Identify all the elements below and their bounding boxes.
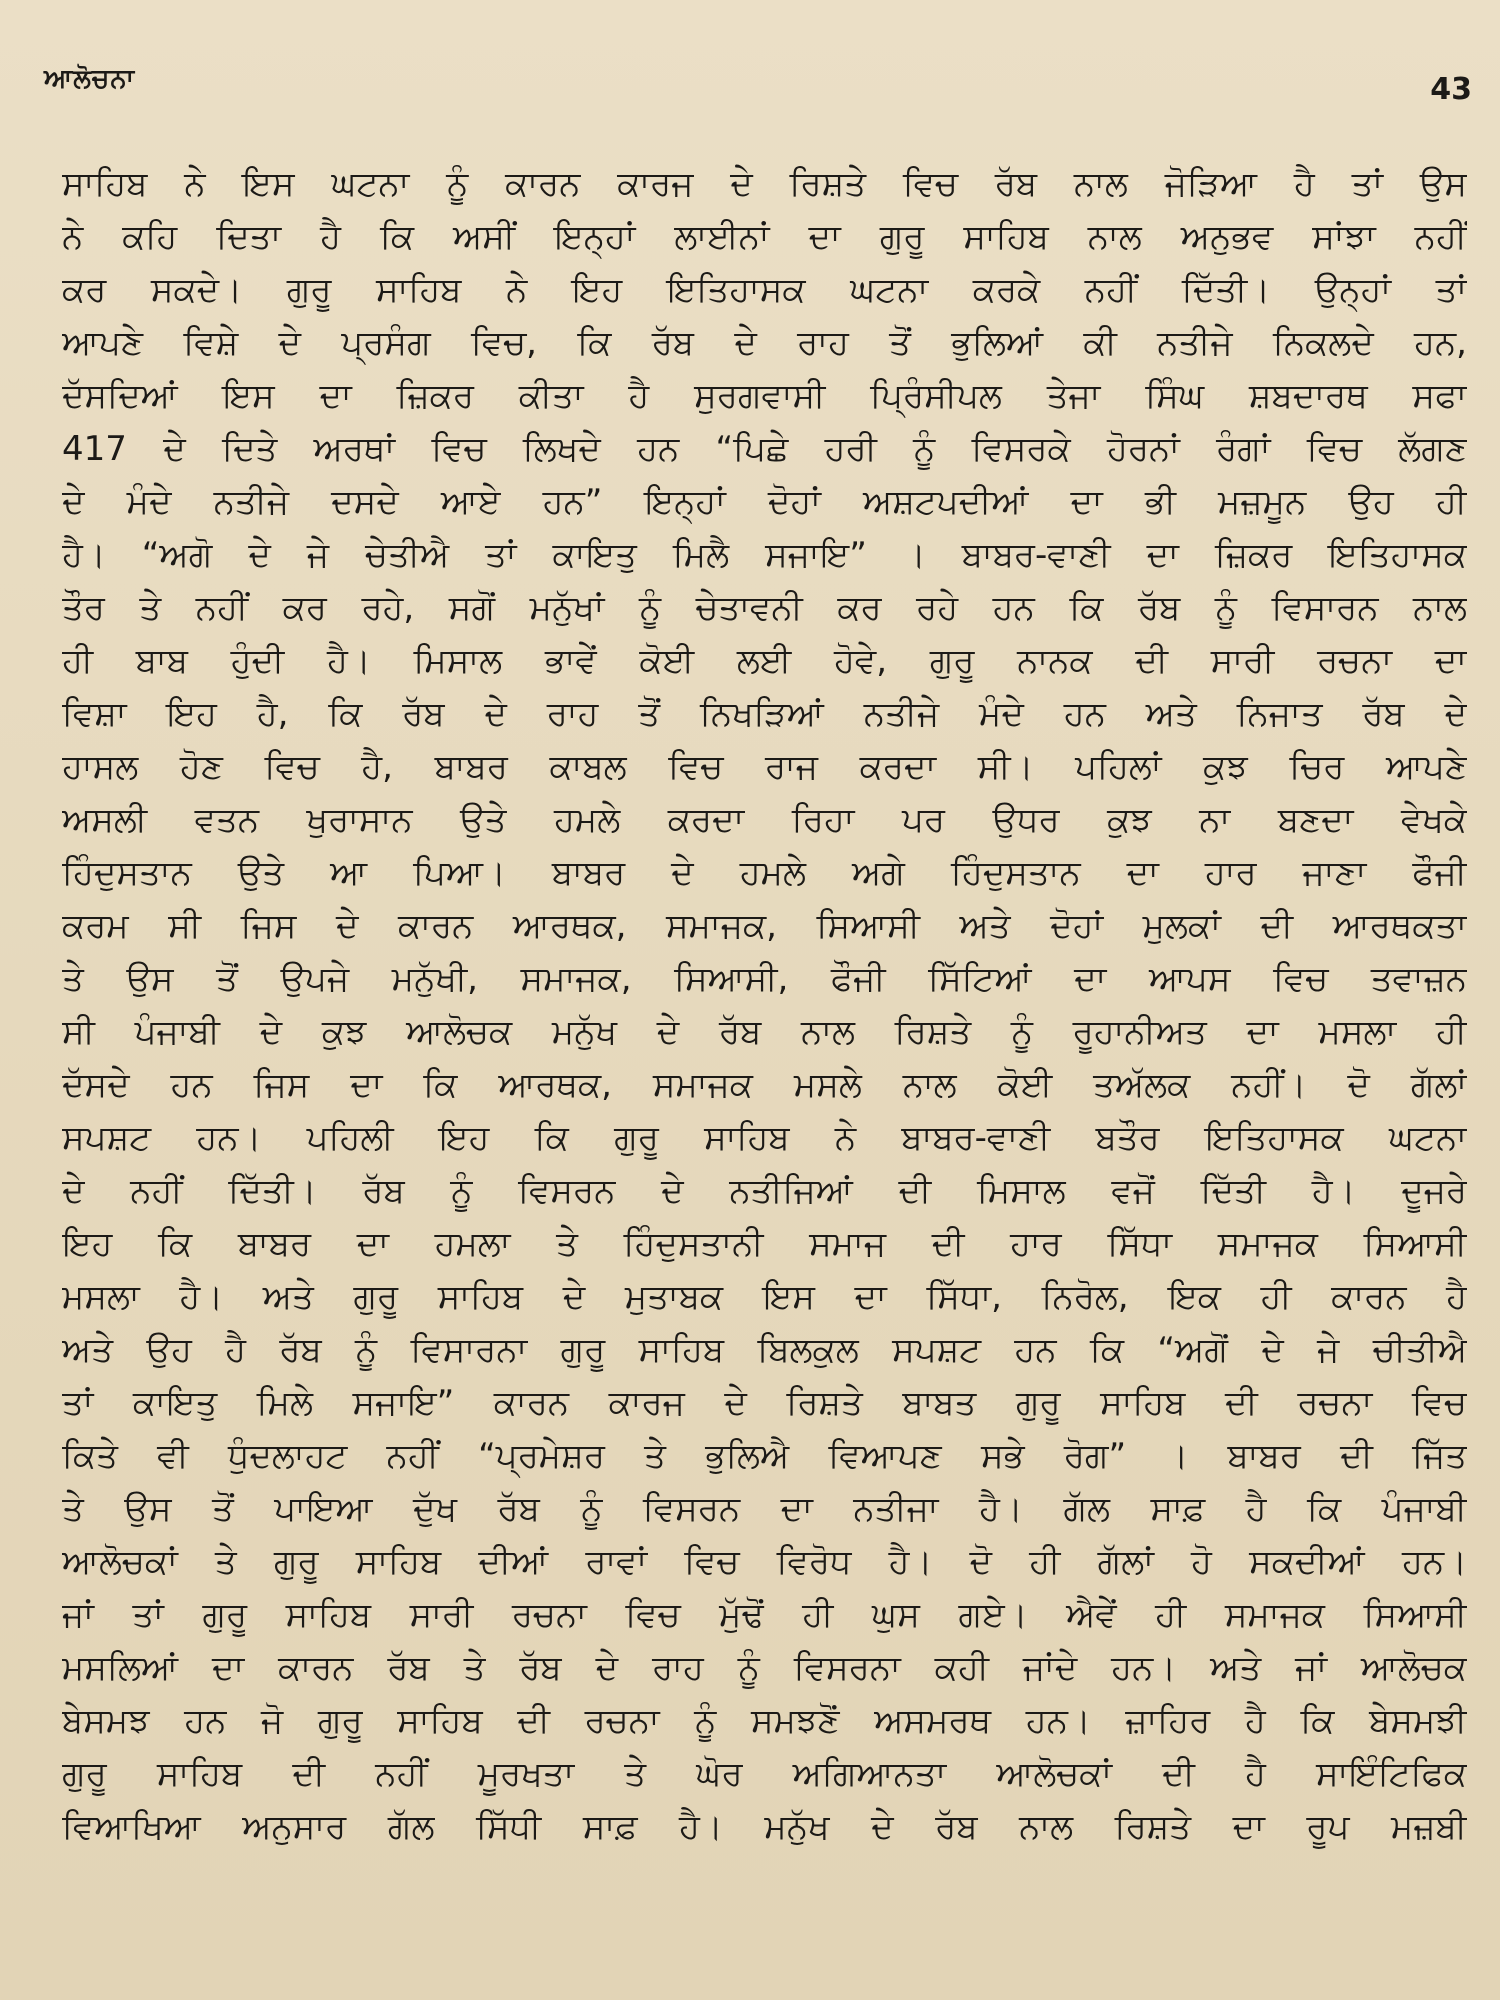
text-line: ਦੇ ਮੰਦੇ ਨਤੀਜੇ ਦਸਦੇ ਆਏ ਹਨ” ਇਨ੍ਹਾਂ ਦੋਹਾਂ ਅਸ਼ਟਪਦੀਆਂ ਦਾ ਭੀ ਮਜ਼ਮੂਨ ਉਹ ਹੀ: [62, 482, 1467, 522]
page-number: 43: [1430, 72, 1472, 107]
text-line: ਸਾਹਿਬ ਨੇ ਇਸ ਘਟਨਾ ਨੂੰ ਕਾਰਨ ਕਾਰਜ ਦੇ ਰਿਸ਼ਤੇ ਵਿਚ ਰੱਬ ਨਾਲ ਜੋੜਿਆ ਹੈ ਤਾਂ ਉਸ: [62, 164, 1467, 204]
text-line: ਦੱਸਦੇ ਹਨ ਜਿਸ ਦਾ ਕਿ ਆਰਥਕ, ਸਮਾਜਕ ਮਸਲੇ ਨਾਲ ਕੋਈ ਤਅੱਲਕ ਨਹੀਂ। ਦੋ ਗੱਲਾਂ: [62, 1065, 1467, 1105]
text-line: ਜਾਂ ਤਾਂ ਗੁਰੂ ਸਾਹਿਬ ਸਾਰੀ ਰਚਨਾ ਵਿਚ ਮੁੱਢੋਂ ਹੀ ਘੁਸ ਗਏ। ਐਵੇਂ ਹੀ ਸਮਾਜਕ ਸਿਆਸੀ: [62, 1595, 1467, 1635]
text-line: ਕਰ ਸਕਦੇ। ਗੁਰੂ ਸਾਹਿਬ ਨੇ ਇਹ ਇਤਿਹਾਸਕ ਘਟਨਾ ਕਰਕੇ ਨਹੀਂ ਦਿੱਤੀ। ਉਨ੍ਹਾਂ ਤਾਂ: [62, 270, 1467, 310]
text-line: ਦੇ ਨਹੀਂ ਦਿੱਤੀ। ਰੱਬ ਨੂੰ ਵਿਸਰਨ ਦੇ ਨਤੀਜਿਆਂ ਦੀ ਮਿਸਾਲ ਵਜੋਂ ਦਿੱਤੀ ਹੈ। ਦੂਜਰੇ: [62, 1171, 1467, 1211]
text-line: ਹੈ। “ਅਗੋ ਦੇ ਜੇ ਚੇਤੀਐ ਤਾਂ ਕਾਇਤੁ ਮਿਲੈ ਸਜਾਇ” । ਬਾਬਰ-ਵਾਣੀ ਦਾ ਜ਼ਿਕਰ ਇਤਿਹਾਸਕ: [62, 535, 1467, 575]
text-line: ਕਿਤੇ ਵੀ ਧੁੰਦਲਾਹਟ ਨਹੀਂ “ਪ੍ਰਮੇਸ਼ਰ ਤੇ ਭੁਲਿਐ ਵਿਆਪਣ ਸਭੇ ਰੋਗ” । ਬਾਬਰ ਦੀ ਜਿੱਤ: [62, 1436, 1467, 1476]
text-line: ਸੀ ਪੰਜਾਬੀ ਦੇ ਕੁਝ ਆਲੋਚਕ ਮਨੁੱਖ ਦੇ ਰੱਬ ਨਾਲ ਰਿਸ਼ਤੇ ਨੂੰ ਰੂਹਾਨੀਅਤ ਦਾ ਮਸਲਾ ਹੀ: [62, 1012, 1467, 1052]
text-line: ਆਲੋਚਕਾਂ ਤੇ ਗੁਰੂ ਸਾਹਿਬ ਦੀਆਂ ਰਾਵਾਂ ਵਿਚ ਵਿਰੋਧ ਹੈ। ਦੋ ਹੀ ਗੱਲਾਂ ਹੋ ਸਕਦੀਆਂ ਹਨ।: [62, 1542, 1467, 1582]
text-line: ਹਿੰਦੁਸਤਾਨ ਉਤੇ ਆ ਪਿਆ। ਬਾਬਰ ਦੇ ਹਮਲੇ ਅਗੇ ਹਿੰਦੁਸਤਾਨ ਦਾ ਹਾਰ ਜਾਣਾ ਫੌਜੀ: [62, 853, 1467, 893]
text-line: ਤੇ ਉਸ ਤੋਂ ਉਪਜੇ ਮਨੁੱਖੀ, ਸਮਾਜਕ, ਸਿਆਸੀ, ਫੌਜੀ ਸਿੱਟਿਆਂ ਦਾ ਆਪਸ ਵਿਚ ਤਵਾਜ਼ਨ: [62, 959, 1467, 999]
text-line: ਤਾਂ ਕਾਇਤੁ ਮਿਲੇ ਸਜਾਇ” ਕਾਰਨ ਕਾਰਜ ਦੇ ਰਿਸ਼ਤੇ ਬਾਬਤ ਗੁਰੂ ਸਾਹਿਬ ਦੀ ਰਚਨਾ ਵਿਚ: [62, 1383, 1467, 1423]
text-line: ਵਿਆਖਿਆ ਅਨੁਸਾਰ ਗੱਲ ਸਿੱਧੀ ਸਾਫ਼ ਹੈ। ਮਨੁੱਖ ਦੇ ਰੱਬ ਨਾਲ ਰਿਸ਼ਤੇ ਦਾ ਰੂਪ ਮਜ਼ਬੀ: [62, 1807, 1467, 1847]
text-line: ਸਪਸ਼ਟ ਹਨ। ਪਹਿਲੀ ਇਹ ਕਿ ਗੁਰੂ ਸਾਹਿਬ ਨੇ ਬਾਬਰ-ਵਾਣੀ ਬਤੌਰ ਇਤਿਹਾਸਕ ਘਟਨਾ: [62, 1118, 1467, 1158]
text-line: ਮਸਲਿਆਂ ਦਾ ਕਾਰਨ ਰੱਬ ਤੇ ਰੱਬ ਦੇ ਰਾਹ ਨੂੰ ਵਿਸਰਨਾ ਕਹੀ ਜਾਂਦੇ ਹਨ। ਅਤੇ ਜਾਂ ਆਲੋਚਕ: [62, 1648, 1467, 1688]
text-line: ਹੀ ਬਾਬ ਹੁੰਦੀ ਹੈ। ਮਿਸਾਲ ਭਾਵੇਂ ਕੋਈ ਲਈ ਹੋਵੇ, ਗੁਰੂ ਨਾਨਕ ਦੀ ਸਾਰੀ ਰਚਨਾ ਦਾ: [62, 641, 1467, 681]
text-line: ਅਤੇ ਉਹ ਹੈ ਰੱਬ ਨੂੰ ਵਿਸਾਰਨਾ ਗੁਰੂ ਸਾਹਿਬ ਬਿਲਕੁਲ ਸਪਸ਼ਟ ਹਨ ਕਿ “ਅਗੋਂ ਦੇ ਜੇ ਚੀਤੀਐ: [62, 1330, 1467, 1370]
text-line: ਵਿਸ਼ਾ ਇਹ ਹੈ, ਕਿ ਰੱਬ ਦੇ ਰਾਹ ਤੋਂ ਨਿਖੜਿਆਂ ਨਤੀਜੇ ਮੰਦੇ ਹਨ ਅਤੇ ਨਿਜਾਤ ਰੱਬ ਦੇ: [62, 694, 1467, 734]
text-line: ਹਾਸਲ ਹੋਣ ਵਿਚ ਹੈ, ਬਾਬਰ ਕਾਬਲ ਵਿਚ ਰਾਜ ਕਰਦਾ ਸੀ। ਪਹਿਲਾਂ ਕੁਝ ਚਿਰ ਆਪਣੇ: [62, 747, 1467, 787]
text-line: ਤੇ ਉਸ ਤੋਂ ਪਾਇਆ ਦੁੱਖ ਰੱਬ ਨੂੰ ਵਿਸਰਨ ਦਾ ਨਤੀਜਾ ਹੈ। ਗੱਲ ਸਾਫ਼ ਹੈ ਕਿ ਪੰਜਾਬੀ: [62, 1489, 1467, 1529]
text-line: ਇਹ ਕਿ ਬਾਬਰ ਦਾ ਹਮਲਾ ਤੇ ਹਿੰਦੁਸਤਾਨੀ ਸਮਾਜ ਦੀ ਹਾਰ ਸਿੱਧਾ ਸਮਾਜਕ ਸਿਆਸੀ: [62, 1224, 1467, 1264]
text-line: ਆਪਣੇ ਵਿਸ਼ੇ ਦੇ ਪ੍ਰਸੰਗ ਵਿਚ, ਕਿ ਰੱਬ ਦੇ ਰਾਹ ਤੋਂ ਭੁਲਿਆਂ ਕੀ ਨਤੀਜੇ ਨਿਕਲਦੇ ਹਨ,: [62, 323, 1467, 363]
text-line: ਨੇ ਕਹਿ ਦਿਤਾ ਹੈ ਕਿ ਅਸੀਂ ਇਨ੍ਹਾਂ ਲਾਈਨਾਂ ਦਾ ਗੁਰੂ ਸਾਹਿਬ ਨਾਲ ਅਨੁਭਵ ਸਾਂਝਾ ਨਹੀਂ: [62, 217, 1467, 257]
running-head: ਆਲੋਚਨਾ: [44, 64, 136, 94]
body-text: [62, 158, 1467, 1854]
text-line: ਦੱਸਦਿਆਂ ਇਸ ਦਾ ਜ਼ਿਕਰ ਕੀਤਾ ਹੈ ਸੁਰਗਵਾਸੀ ਪ੍ਰਿੰਸੀਪਲ ਤੇਜਾ ਸਿੰਘ ਸ਼ਬਦਾਰਥ ਸਫਾ: [62, 376, 1467, 416]
text-line: ਅਸਲੀ ਵਤਨ ਖੁਰਾਸਾਨ ਉਤੇ ਹਮਲੇ ਕਰਦਾ ਰਿਹਾ ਪਰ ਉਧਰ ਕੁਝ ਨਾ ਬਣਦਾ ਵੇਖਕੇ: [62, 800, 1467, 840]
text-line: ਮਸਲਾ ਹੈ। ਅਤੇ ਗੁਰੂ ਸਾਹਿਬ ਦੇ ਮੁਤਾਬਕ ਇਸ ਦਾ ਸਿੱਧਾ, ਨਿਰੋਲ, ਇਕ ਹੀ ਕਾਰਨ ਹੈ: [62, 1277, 1467, 1317]
text-line: 417 ਦੇ ਦਿਤੇ ਅਰਥਾਂ ਵਿਚ ਲਿਖਦੇ ਹਨ “ਪਿਛੇ ਹਰੀ ਨੂੰ ਵਿਸਰਕੇ ਹੋਰਨਾਂ ਰੰਗਾਂ ਵਿਚ ਲੱਗਣ: [62, 429, 1467, 469]
text-line: ਤੌਰ ਤੇ ਨਹੀਂ ਕਰ ਰਹੇ, ਸਗੋਂ ਮਨੁੱਖਾਂ ਨੂੰ ਚੇਤਾਵਨੀ ਕਰ ਰਹੇ ਹਨ ਕਿ ਰੱਬ ਨੂੰ ਵਿਸਾਰਨ ਨਾਲ: [62, 588, 1467, 628]
page-header: [44, 58, 1472, 118]
text-line: ਗੁਰੂ ਸਾਹਿਬ ਦੀ ਨਹੀਂ ਮੂਰਖਤਾ ਤੇ ਘੋਰ ਅਗਿਆਨਤਾ ਆਲੋਚਕਾਂ ਦੀ ਹੈ ਸਾਇੰਟਿਫਿਕ: [62, 1754, 1467, 1794]
text-line: ਕਰਮ ਸੀ ਜਿਸ ਦੇ ਕਾਰਨ ਆਰਥਕ, ਸਮਾਜਕ, ਸਿਆਸੀ ਅਤੇ ਦੋਹਾਂ ਮੁਲਕਾਂ ਦੀ ਆਰਥਕਤਾ: [62, 906, 1467, 946]
text-line: ਬੇਸਮਝ ਹਨ ਜੋ ਗੁਰੂ ਸਾਹਿਬ ਦੀ ਰਚਨਾ ਨੂੰ ਸਮਝਣੋਂ ਅਸਮਰਥ ਹਨ। ਜ਼ਾਹਿਰ ਹੈ ਕਿ ਬੇਸਮਝੀ: [62, 1701, 1467, 1741]
